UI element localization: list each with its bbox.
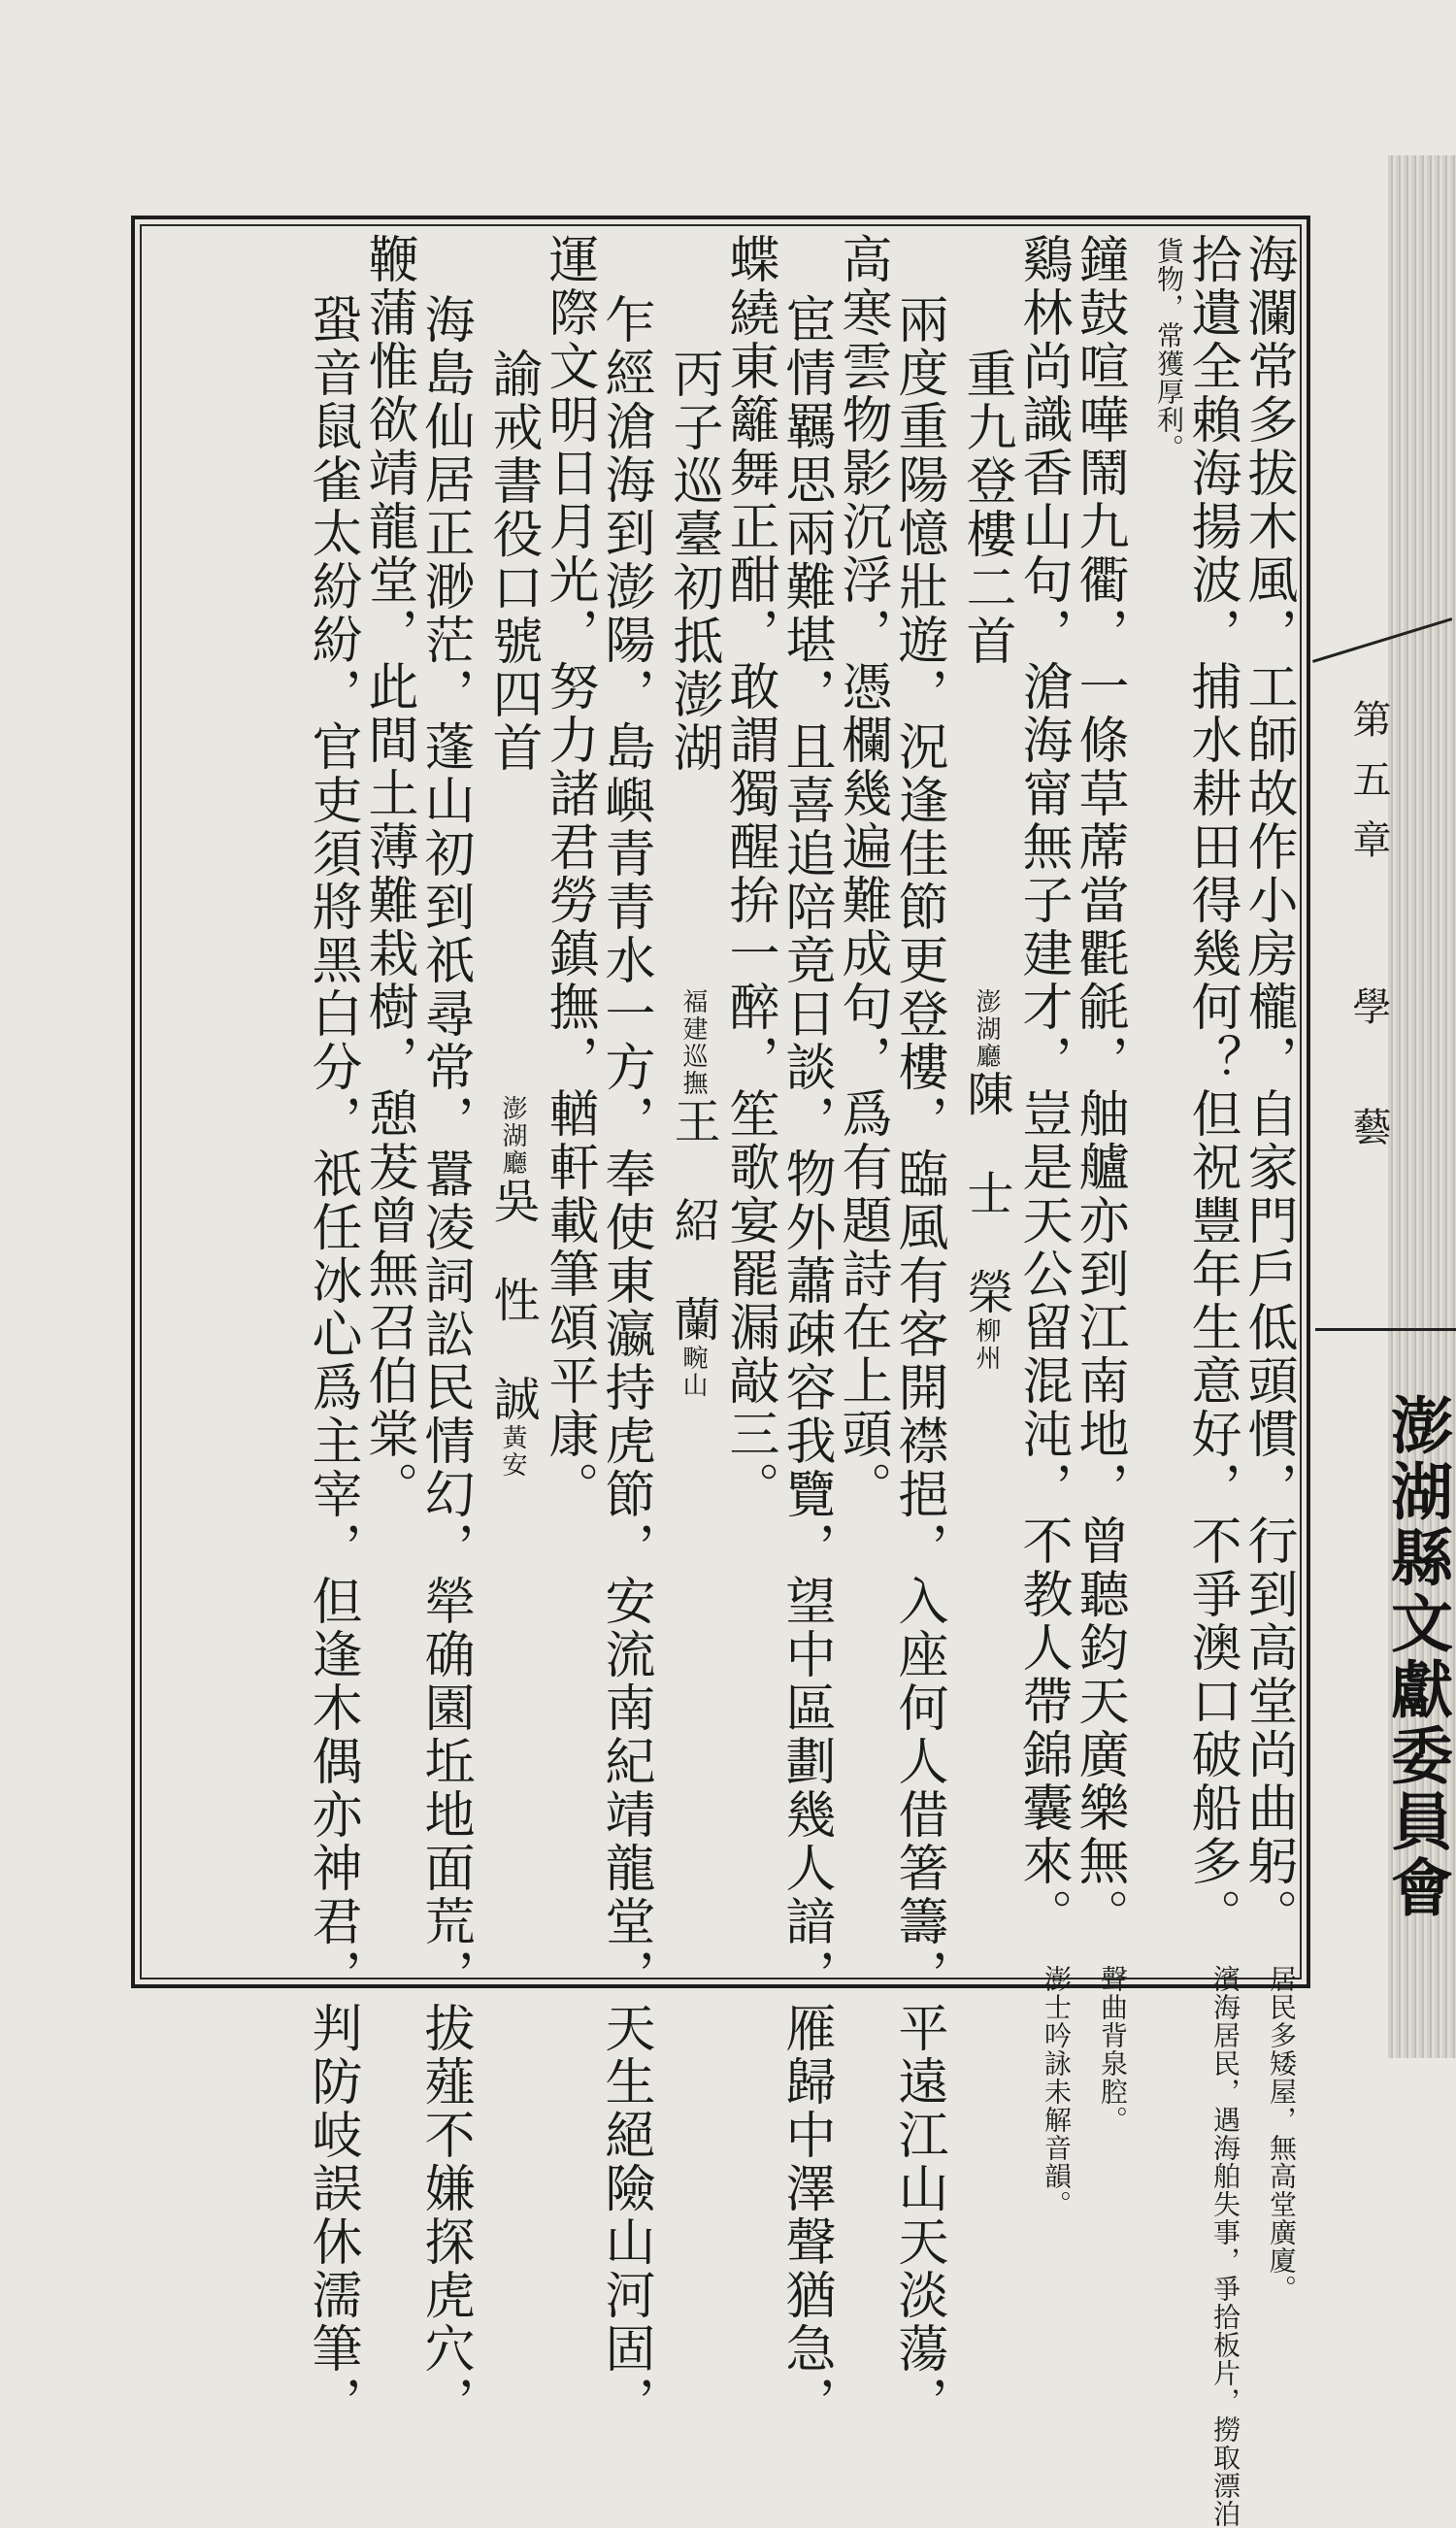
poem-title: 重九登樓二首澎湖廳陳 士 榮柳州 — [957, 348, 1015, 1372]
annotation-column — [1127, 233, 1183, 1971]
author-name: 吳 性 誠 — [485, 1177, 540, 1424]
poem-line: 蛩音鼠雀太紛紛，官吏須將黑白分，祇任冰心爲主宰，但逢木偶亦神君，判防岐誤休濡筆， — [303, 293, 361, 2429]
header-rule-lower — [1315, 1328, 1456, 1332]
poem-line: 鷄林尚識香山句，滄海甯無子建才，豈是天公留混沌，不教人帶錦囊來。 澎士吟詠未解音韻。 — [1013, 233, 1073, 2218]
author-office: 澎湖廳 — [498, 1095, 527, 1177]
author-hometown: 畹山 — [678, 1345, 708, 1399]
author-hometown: 柳州 — [972, 1317, 1001, 1372]
publication-title: 澎湖縣文獻委員會 — [1380, 1393, 1453, 1921]
poem-line: 拾遺全賴海揚波，捕水耕田得幾何？但祝豐年生意好，不爭澳口破船多。 濱海居民，遇海舶失事，爭拾板片，撈取漂泊 — [1182, 233, 1241, 2528]
author-office: 澎湖廳 — [972, 988, 1001, 1070]
annotation: 聲曲背泉腔。 — [1097, 1964, 1129, 2134]
annotation: 濱海居民，遇海舶失事，爭拾板片，撈取漂泊 — [1209, 1964, 1241, 2528]
annotation: 居民多矮屋，無高堂廣廈。 — [1266, 1964, 1298, 2303]
annotation: 貨物，常獲厚利。 — [1153, 237, 1185, 462]
poem-line: 鞭蒲惟欲靖龍堂，此間土薄難栽樹，憩茇曾無召伯棠。 — [359, 233, 417, 1514]
author-hometown: 黃安 — [498, 1424, 527, 1479]
poem-line: 運際文明日月光，努力諸君勞鎮撫，輶軒載筆頌平康。 — [540, 233, 598, 1514]
author-name: 陳 士 榮 — [959, 1070, 1013, 1317]
section-label: 學 藝 — [1346, 986, 1391, 1167]
poem-line: 兩度重陽憶壯遊，況逢佳節更登樓，臨風有客開襟挹，入座何人借箸籌，平遠江山天淡蕩， — [889, 293, 947, 2429]
page-body — [146, 233, 1298, 2528]
author-office: 福建巡撫 — [678, 988, 708, 1097]
poem-line: 宦情羈思兩難堪，且喜追陪竟日談，物外蕭疎容我覽，望中區劃幾人諳，雁歸中澤聲猶急， — [777, 293, 835, 2429]
poem-line: 海瀾常多拔木風，工師故作小房櫳，自家門戶低頭慣，行到高堂尚曲躬。 居民多矮屋，無高堂廣廈。 — [1239, 233, 1298, 2303]
annotation: 澎士吟詠未解音韻。 — [1041, 1964, 1073, 2218]
chapter-label: 第五章 — [1346, 699, 1391, 880]
poem-line: 鐘鼓喧嘩鬧九衢，一條草蓆當氍毹，舳艫亦到江南地，曾聽鈞天廣樂無。 聲曲背泉腔。 — [1070, 233, 1129, 2134]
poem-line: 乍經滄海到澎陽，島嶼青青水一方，奉使東瀛持虎節，安流南紀靖龍堂，天生絕險山河固， — [596, 293, 654, 2429]
poem-title: 丙子巡臺初抵澎湖福建巡撫王 紹 蘭畹山 — [664, 348, 722, 1399]
poem-title: 諭戒書役口號四首澎湖廳吳 性 誠黃安 — [483, 348, 542, 1479]
poem-line: 海島仙居正渺茫，蓬山初到祇尋常，囂凌詞訟民情幻，犖确園坵地面荒，拔薤不嫌探虎穴， — [415, 293, 474, 2429]
author-name: 王 紹 蘭 — [666, 1097, 720, 1345]
poem-line: 高寒雲物影沉浮，憑欄幾遍難成句，爲有題詩在上頭。 — [833, 233, 891, 1514]
poem-line: 蝶繞東籬舞正酣，敢謂獨醒拚一醉，笙歌宴罷漏敲三。 — [720, 233, 778, 1514]
running-head — [1325, 699, 1393, 1167]
